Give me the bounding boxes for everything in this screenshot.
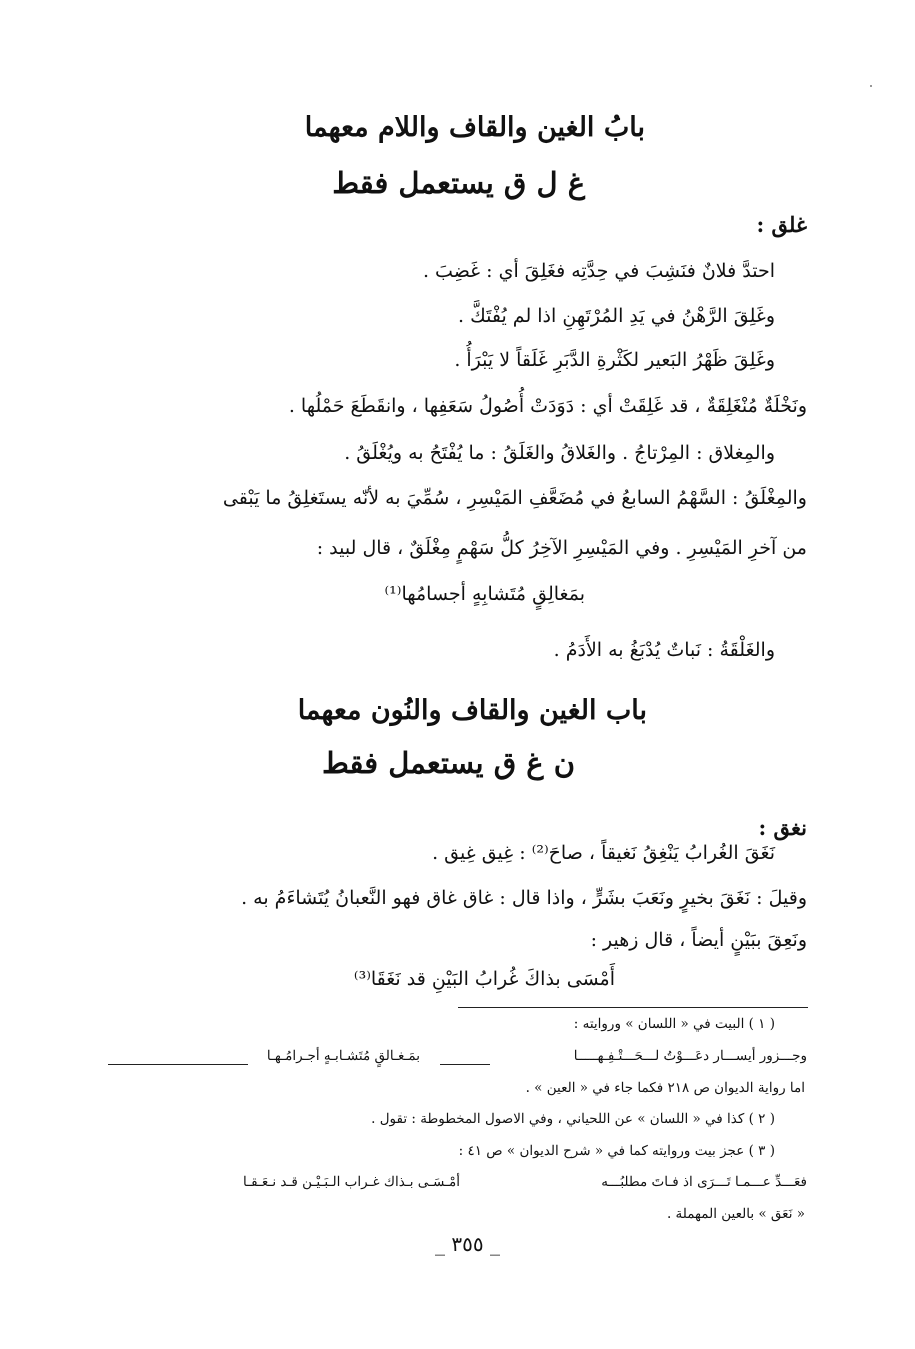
section-title: بابُ الغين والقاف واللام معهما (304, 112, 645, 143)
footnote-line: ( ١ ) البيت في « اللسان » وروايته : (573, 1016, 775, 1032)
scan-speck (870, 85, 872, 87)
text-line: وغَلِقَ الرَّهْنُ في يَدِ المُرْتَهِنِ اذا لم يُفْتَكَّ . (458, 305, 775, 327)
text-line: والغَلْقَةُ : نَباتٌ يُدْبَغُ به الأَدَمُ . (553, 639, 775, 661)
entry-heading: نغق : (758, 815, 807, 840)
text-line: نَغَقَ الغُرابُ يَنْغِقُ نَغيقاً ، صاحَ⁽²⁾ : غِيق غِيق . (432, 842, 775, 864)
footnote-dash-rule (108, 1064, 248, 1065)
footnote-line: « نَعَق » بالعين المهملة . (666, 1206, 805, 1222)
footnote-line: ( ٢ ) كذا في « اللسان » عن اللحياني ، وفي الاصول المخطوطة : تقول . (371, 1111, 775, 1127)
footnote-verse-second-half: أمْـسَـى بـذاك غـراب الـبَـيْـن قـد نـعَـقـا (243, 1174, 460, 1190)
footnote-dash-rule (440, 1064, 490, 1065)
text-line: احتدَّ فلانٌ فنَشِبَ في حِدَّتِه فغَلِقَ أي : غَضِبَ . (422, 260, 775, 282)
entry-heading: غلق : (756, 212, 807, 237)
section-subtitle: ن غ ق يستعمل فقط (322, 746, 575, 780)
footnote-line: اما رواية الديوان ص ٢١٨ فكما جاء في « العين » . (525, 1080, 805, 1096)
text-line: ونَخْلَةٌ مُنْغَلِقَةٌ ، قد غَلِقَتْ أي : دَوَدَتْ أُصُولُ سَعَفِها ، وانقَطَعَ حَمْلُها . (288, 395, 807, 417)
text-line: والمِغْلَقُ : السَّهْمُ السابعُ في مُضَعَّفِ المَيْسِرِ ، سُمِّيَ به لأنّه يستَغلِقُ ما يَبْقى (222, 487, 807, 509)
verse-line: بمَغالِقٍ مُتَشابِهٍ أجسامُها⁽¹⁾ (384, 583, 585, 605)
text-line: من آخرِ المَيْسِرِ . وفي المَيْسِرِ الآخِرُ كلُّ سَهْمٍ مِغْلَقٌ ، قال لبيد : (316, 537, 807, 559)
footnote-separator (458, 1007, 808, 1008)
footnote-verse-first-half: وجـــزور أيســـار دعَـــوْتُ لـــحَـــتْـفِـهـــــا (573, 1048, 807, 1064)
page-number: _ ٣٥٥ _ (435, 1232, 500, 1256)
section-title: باب الغين والقاف والنُون معهما (297, 695, 647, 726)
text-line: ونَعِقَ ببَيْنٍ أيضاً ، قال زهير : (590, 929, 807, 951)
section-subtitle: غ ل ق يستعمل فقط (332, 166, 585, 200)
text-line: وقيلَ : نَغَقَ بخيرٍ ونَعَبَ بشَرٍّ ، واذا قال : غاق غاق فهو النَّعبانُ يُتَشاءَمُ به . (241, 887, 807, 909)
footnote-verse-first-half: فعَـــدِّ عـــمـا تَـــرَى اذ فـاتَ مطلبُـــه (601, 1174, 807, 1190)
verse-line: أَمْسَى بذاكَ غُرابُ البَيْنِ قد نَغَقَا⁽³⁾ (353, 968, 615, 990)
text-line: والمِغلاق : المِرْتاجُ . والغَلاقُ والغَلَقُ : ما يُفْتَحُ به ويُغْلَقُ . (344, 442, 775, 464)
footnote-line: ( ٣ ) عجز بيت وروايته كما في « شرح الديوان » ص ٤١ : (458, 1143, 775, 1159)
text-line: وغَلِقَ ظَهْرُ البَعير لكَثْرةِ الدَّبَرِ غَلَقاً لا يَبْرَأُ . (454, 349, 775, 371)
footnote-verse-second-half: بمَـغـالقٍ مُتَشـابـهٍ أجـرامُـهـا (266, 1048, 420, 1064)
